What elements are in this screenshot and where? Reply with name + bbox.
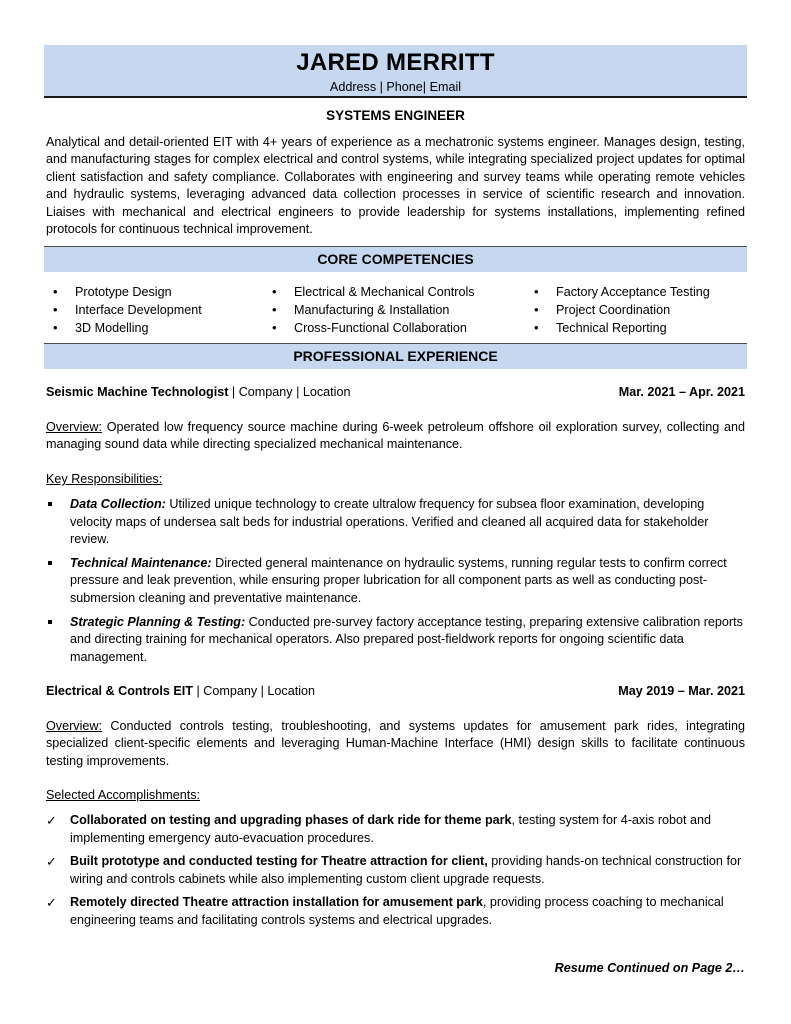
professional-summary: Analytical and detail-oriented EIT with 4+ years of experience as a mechatronic systems engineer. Manages design, testing, and manufacturing stages for complex electrical and control systems, while integrating specialized project updates for optimal client satisfaction and safety compliance. Collaborates with engineering and survey teams while operating remote vehicles and hydraulic systems, leveraging advanced data collection processes in service of scientific research and innovation. Liaises with mechanical and electrical engineers to provide leadership for systems installations, implementing refined protocols for continuous technical improvement. (46, 135, 745, 237)
list-item (46, 555, 745, 608)
item-text: Utilized unique technology to create ultralow frequency for subsea floor examination, developing velocity maps of undersea salt beds for industrial operations. Verified and cleaned all acquired data for stakeholder review. (70, 497, 709, 547)
job-1-dates: Mar. 2021 – Apr. 2021 (618, 385, 745, 399)
item-lead: Data Collection: (70, 497, 166, 511)
job-1-list-label: Key Responsibilities: (46, 472, 163, 486)
list-item (46, 853, 745, 888)
job-2-dates: May 2019 – Mar. 2021 (618, 684, 745, 698)
competency-item: • Technical Reporting (532, 319, 710, 337)
job-2-overview (46, 718, 745, 770)
job-2-title: Electrical & Controls EIT (46, 684, 193, 698)
competency-item: • Electrical & Mechanical Controls (270, 283, 475, 301)
continued-note: Resume Continued on Page 2… (554, 961, 745, 975)
overview-label: Overview: (46, 719, 102, 733)
competency-item: • Project Coordination (532, 301, 710, 319)
item-text: , testing system for 4-axis robot and implementing emergency auto-evacuation procedures. (70, 813, 712, 845)
item-lead: Remotely directed Theatre attraction installation for amusement park (70, 895, 483, 910)
list-item (46, 614, 745, 667)
resume-header (44, 45, 747, 98)
list-item (46, 812, 745, 847)
overview-text: Operated low frequency source machine during 6-week petroleum offshore oil exploration survey, collecting and managing sound data while directing specialized mechanical maintenance. (46, 420, 745, 452)
competency-item: • Cross-Functional Collaboration (270, 319, 475, 337)
competency-item: • Factory Acceptance Testing (532, 283, 710, 301)
competency-item: • Manufacturing & Installation (270, 301, 475, 319)
item-lead: Strategic Planning & Testing: (70, 614, 246, 629)
overview-text: Conducted controls testing, troubleshooting, and systems updates for amusement park rides, integrating specialized client-specific elements and leveraging Human-Machine Interface (HMI) design skills to facilitate continuous testing improvements. (46, 719, 745, 768)
competencies-column-2 (270, 283, 475, 337)
checkmark-icon: ✓ (46, 854, 57, 870)
competency-item: • 3D Modelling (51, 319, 202, 337)
overview-label: Overview: (46, 420, 102, 434)
item-text: , providing process coaching to mechanical engineering teams and facilitating controls systems and electrical upgrades. (70, 895, 724, 927)
candidate-name: JARED MERRITT (296, 49, 495, 76)
contact-line: Address | Phone| Email (329, 80, 462, 94)
item-text: Conducted pre-survey factory acceptance testing, preparing extensive calibration reports and directing training for mechanical operators. Also prepared post-fieldwork reports for ongoing scientific data management. (70, 614, 743, 664)
job-target-title: SYSTEMS ENGINEER (326, 108, 465, 123)
job-2-list-label: Selected Accomplishments: (46, 788, 200, 802)
list-item (46, 894, 745, 929)
job-2-company-location: | Company | Location (192, 684, 316, 698)
job-1-heading (46, 384, 745, 401)
section-heading-competencies: CORE COMPETENCIES (44, 246, 747, 272)
section-heading-experience: PROFESSIONAL EXPERIENCE (44, 343, 747, 369)
list-item (46, 496, 745, 549)
item-text: Directed general maintenance on hydraulic systems, running regular tests to confirm correct pressure and leak prevention, while ensuring proper lubrication for all component parts as well as conducting post-submersion cleaning and preventative maintenance. (70, 555, 727, 605)
job-2-heading (46, 683, 745, 700)
item-text: providing hands-on technical construction for wiring and controls cabinets while also implementing custom client upgrade requests. (70, 854, 742, 886)
competencies-column-1 (51, 283, 202, 337)
checkmark-icon: ✓ (46, 813, 57, 828)
checkmark-icon: ✓ (46, 895, 57, 911)
competency-item: • Interface Development (51, 301, 202, 319)
job-1-title: Seismic Machine Technologist (46, 385, 229, 399)
competency-item: • Prototype Design (51, 283, 202, 301)
item-lead: Technical Maintenance: (70, 555, 212, 570)
item-lead: Collaborated on testing and upgrading phases of dark ride for theme park (70, 813, 512, 827)
job-2-accomplishments (46, 812, 745, 930)
item-lead: Built prototype and conducted testing for Theatre attraction for client, (70, 854, 488, 869)
job-1-responsibilities (46, 496, 745, 666)
competencies-column-3 (532, 283, 710, 337)
job-1-company-location: | Company | Location (228, 385, 351, 399)
job-1-overview (46, 419, 745, 454)
